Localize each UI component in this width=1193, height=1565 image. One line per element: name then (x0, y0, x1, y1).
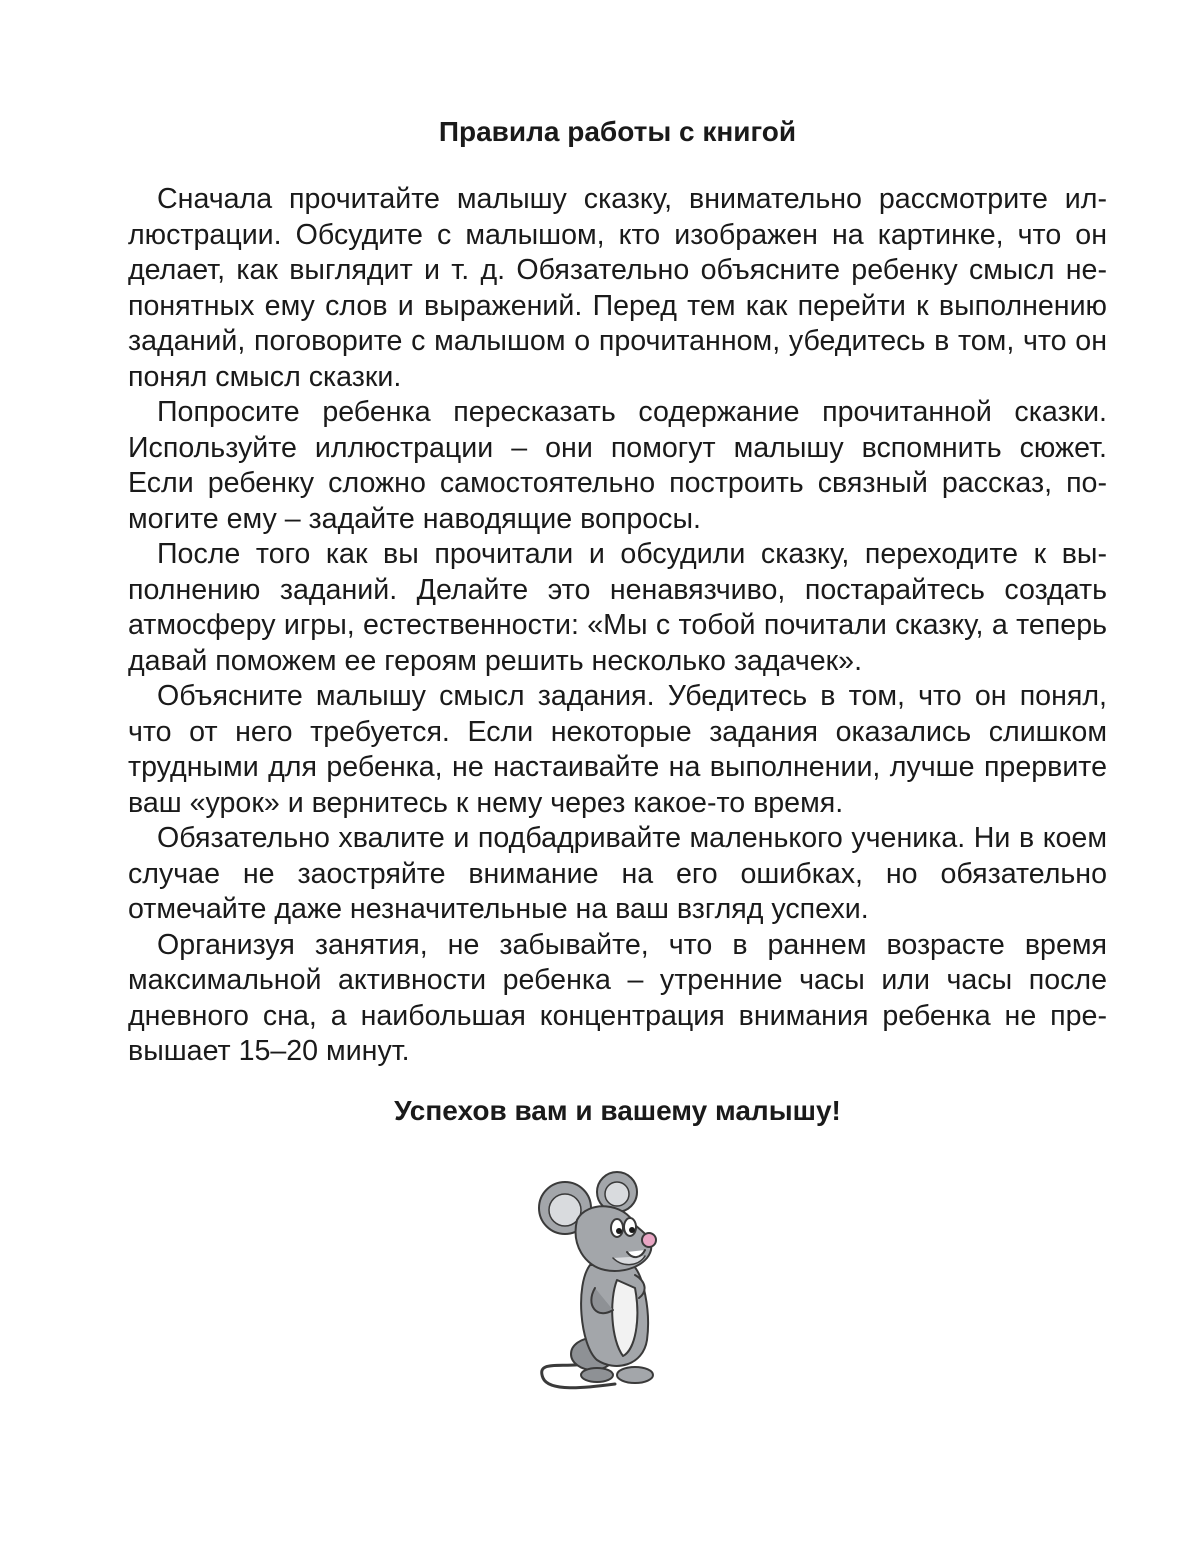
left-eye (611, 1219, 623, 1237)
left-pupil (616, 1228, 622, 1234)
paragraph-2: Попросите ребенка пересказать содержание прочитанной сказки. Используйте иллюстрации – они помогут малышу вспомнить сюжет. Если ребенку сложно самостоятельно построить связный рассказ, помогите ему – задайте наводящие вопросы. (128, 396, 1107, 535)
right-ear-inner (605, 1182, 629, 1206)
right-foot (617, 1367, 653, 1383)
right-pupil (629, 1227, 635, 1233)
paragraph-1: Сначала прочитайте малышу сказку, внимательно рассмотрите иллюстрации. Обсудите с малышом, кто изображен на картинке, что он делает, как выглядит и т. д. Обязательно объясните ребенку смысл непонятных ему слов и выражений. Перед тем как перейти к выполнению заданий, поговорите с малышом о прочитанном, убедитесь в том, что он понял смысл сказки. (128, 183, 1107, 393)
paragraph-5: Обязательно хвалите и подбадривайте маленького ученика. Ни в коем случае не заостряйте внимание на его ошибках, но обязательно отмечайте даже незначительные на ваш взгляд успехи. (128, 822, 1107, 925)
right-eye (624, 1218, 636, 1236)
paragraph-6: Организуя занятия, не забывайте, что в раннем возрасте время максимальной активности ребенка – утренние часы или часы после дневного сна, а наибольшая концентрация внимания ребенка не превышает 15–20 минут. (128, 928, 1107, 1067)
nose (642, 1233, 656, 1247)
paragraph-4: Объясните малышу смысл задания. Убедитесь в том, что он понял, что от него требуется. Если некоторые задания оказались слишком трудными для ребенка, не настаивайте на выполнении, лучше прервите ваш «урок» и вернитесь к нему через какое-то время. (128, 680, 1107, 819)
mouse-illustration-icon (535, 1170, 675, 1395)
paragraph-3: После того как вы прочитали и обсудили сказку, переходите к выполнению заданий. Делайте это ненавязчиво, постарайтесь создать атмосферу игры, естественности: «Мы с тобой почитали сказку, а теперь давай поможем ее героям решить несколько задачек». (128, 538, 1107, 677)
page-title: Правила работы с книгой (438, 116, 797, 147)
closing-wish: Успехов вам и вашему малышу! (394, 1095, 841, 1126)
left-foot (581, 1368, 613, 1382)
instructions-text (128, 182, 1107, 1070)
